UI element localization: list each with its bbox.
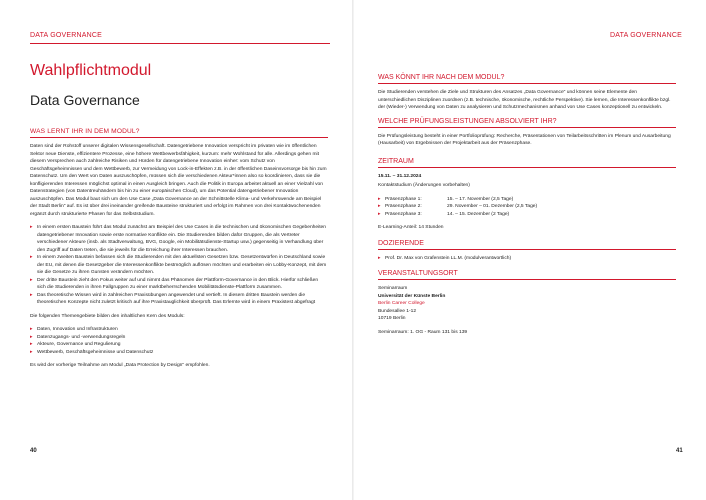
list-item-text: In einem ersten Baustein führt das Modul zunächst am Beispiel des Use Cases in die technischen und ökonomischen Gegebenheiten datengetriebener Innovation sowie erste normative Konflikte ein. Die Studierenden bilden dafür Gruppen, die als Vertreter verschiedener Akteure (insb. als Stadtverwaltung, BVG, Google, ein Mobilitätsdienste-Startup usw.) gegenseitig in Verhandlung über den Zugriff auf Daten treten, die sie jeweils für die Erreichung ihrer Interessen brauchen.: [37, 225, 326, 253]
list-item-text: Das theoretische Wissen wird in zahlreichen Praxisübungen angewendet und vertieft. In diesem dritten Baustein werden die theoretischen Konzepte nicht zuletzt kritisch auf ihre Praxistauglichkeit überprüft. Das Erlernte wird in einem Praxistest abgefragt: [37, 292, 316, 305]
ort-block: [378, 285, 676, 336]
triangle-bullet-icon: ▸: [30, 341, 33, 347]
section-rule: [378, 83, 676, 84]
list-item: [378, 211, 676, 219]
phase-label: Präsenzphase 2:: [385, 204, 422, 209]
themen-intro: [30, 313, 328, 321]
themen-list: [30, 326, 328, 356]
dozent-name: Prof. Dr. Max von Grafenstein LL.M. (modulverantwortlich): [385, 255, 512, 261]
list-item: [30, 326, 328, 334]
section-rule: [30, 137, 328, 138]
ort-street: Bundesallee 1-12: [378, 308, 417, 314]
section-head-dozierende: DOZIERENDE: [378, 239, 424, 247]
list-item: [30, 254, 328, 277]
empfehlung-text: Es wird der vorherige Teilnahme am Modul „Data Protection by Design" empfohlen.: [30, 363, 210, 368]
section-rule: [378, 167, 676, 168]
triangle-bullet-icon: ▸: [378, 210, 381, 217]
left-content: [30, 128, 328, 376]
list-item-text: Wettbewerb, Geschäftsgeheimnisse und Datenschutz: [37, 349, 154, 355]
elearning: [378, 224, 676, 232]
list-item-text: In einem zweiten Baustein befassen sich die Studierenden mit den aktuellsten Gesetzen bzw. Gesetzentwürfen in Deutschland sowie der EU, mit denen die Gesetzgeber die Interessenkonflikte bestmöglich auflösen möchten und erarbeiten ein Lobby-Konzept, mit dem sie die Gesetze zu ihren Gunsten verändern möchten.: [37, 255, 327, 275]
running-rule-left: [30, 43, 330, 44]
phase-label: Präsenzphase 3:: [385, 211, 422, 217]
elearning-text: E-Learning-Anteil: 14 Stunden: [378, 225, 444, 230]
phase-value: 29. November – 01. Dezember (2,5 Tage): [447, 204, 538, 209]
triangle-bullet-icon: ▸: [378, 254, 381, 261]
triangle-bullet-icon: ▸: [30, 254, 33, 260]
koennt-paragraph: Die Studierenden verstehen die Ziele und Strukturen des Ansatzes „Data Governance" und können seine Elemente den unterschiedlichen Disziplinen zuordnen (z.B. technische, ökonomische, rechtliche Perspektive). Sie lernen, die Interessenkonflikte bzgl. der (Wieder-) Verwendung von Daten zu analysieren und Schutzmechanismen anhand von Use Cases konzeptionell zu entwickeln.: [378, 90, 671, 110]
triangle-bullet-icon: ▸: [30, 333, 33, 340]
right-content: [378, 72, 676, 336]
intro-paragraph: Daten sind der Rohstoff unserer digitalen Wissensgesellschaft. Datengetriebene Innovation verspricht im privaten wie im öffentlichen Sektor neue Dienste, effizientere Prozesse, eine höhere Wettbewerbsfähigkeit, kurzum: mehr Wohlstand für alle. Allerdings gehen mit diesem Versprechen auch zahlreiche Risiken und Hürden für datengetriebene Innovation einher: vom Schutz von Geschäftsgeheimnissen und dem Wettbewerb, zur Vermeidung von Lock-in-Effekten z.B. in der öffentlichen Daseinsvorsorge bis hin zum Datenschutz. Um den Wert von Daten auszuschöpfen, müssen sich die verschiedenen Akteur*innen also so koordinieren, dass sie die konfligierenden Interessen möglichst optimal in einen Ausgleich bringen. Auch die Politik in Europa arbeitet aktuell an einer Vielzahl von Datenstrategien (von Datentreuhändern bis hin zu einer europäischen Cloud), um das Potential datengetriebener Innovation auszuschöpfen. Das Modul baut sich um den Use Case „Data Governance an der Schnittstelle Klima- und Verkehrswende am Beispiel der Stadt Berlin" auf. Es ist über drei ineinander greifende Bausteine strukturiert und erfolgt im Rahmen von drei Kontaktwochenenden ergänzt durch strukturierte Phasen für das Selbststudium.: [30, 144, 327, 217]
triangle-bullet-icon: ▸: [30, 326, 33, 332]
ort-college: Berlin Career College: [378, 301, 425, 306]
list-item: [378, 255, 676, 263]
phase-label: Präsenzphase 1:: [385, 196, 422, 202]
section-rule: [378, 127, 676, 128]
page-number-left: 40: [30, 448, 37, 454]
list-item: [30, 277, 328, 292]
pruefung-text: [378, 133, 676, 148]
ort-label: Seminarraum: [378, 286, 408, 291]
section-head-pruefung: WELCHE PRÜFUNGSLEISTUNGEN ABSOLVIERT IHR?: [378, 117, 557, 125]
dozierende-list: [378, 255, 676, 263]
ort-city: 10719 Berlin: [378, 316, 406, 321]
section-rule: [378, 279, 676, 280]
zeitraum-dates: 15.11. – 31.12.2024: [378, 173, 422, 179]
list-item: [378, 203, 676, 211]
intro-text: [30, 143, 328, 218]
bausteine-list: [30, 224, 328, 307]
section-head-ort: VERANSTALTUNGSORT: [378, 270, 458, 277]
empfehlung: [30, 362, 328, 370]
list-item: [30, 334, 328, 342]
section-head-zeitraum: ZEITRAUM: [378, 157, 414, 165]
running-head-left: DATA GOVERNANCE: [30, 32, 102, 39]
list-item-text: Daten, Innovation und Infrastrukturen: [37, 327, 118, 332]
list-item-text: Datenzugangs- und -verwendungsregeln: [37, 334, 126, 340]
module-type-title: Wahlpflichtmodul: [30, 62, 152, 79]
section-head-koennt: WAS KÖNNT IHR NACH DEM MODUL?: [378, 74, 505, 81]
koennt-text: [378, 89, 676, 112]
triangle-bullet-icon: ▸: [378, 203, 381, 209]
pruefung-paragraph: Die Prüfungsleistung besteht in einer Portfolioprüfung: Recherche, Präsentationen von Teilarbeitsschritten im Plenum und Ausarbeitung (Hausarbeit) von Ergebnissen der Projektarbeit aus der Präsenzphase.: [378, 133, 671, 146]
list-item: [30, 341, 328, 349]
triangle-bullet-icon: ▸: [30, 276, 33, 283]
themen-intro-text: Die folgenden Themengebiete bilden den inhaltlichen Kern des Moduls:: [30, 313, 185, 319]
zeitraum-block: [378, 173, 676, 190]
triangle-bullet-icon: ▸: [30, 348, 33, 355]
triangle-bullet-icon: ▸: [30, 291, 33, 298]
triangle-bullet-icon: ▸: [378, 195, 381, 202]
module-title: Data Governance: [30, 92, 140, 108]
list-item-text: Akteure, Governance und Regulierung: [37, 342, 121, 347]
running-head-right: DATA GOVERNANCE: [610, 32, 682, 39]
section-rule: [378, 249, 676, 250]
list-item: [378, 196, 676, 204]
list-item: [30, 292, 328, 307]
book-gutter: [352, 0, 354, 500]
list-item: [30, 349, 328, 357]
ort-university: Universität der Künste Berlin: [378, 293, 446, 299]
phase-value: 14. – 15. Dezember (2 Tage): [447, 211, 510, 217]
page-number-right: 41: [676, 448, 683, 454]
triangle-bullet-icon: ▸: [30, 224, 33, 230]
list-item: [30, 224, 328, 254]
ort-room: Seminarraum: 1. OG - Raum 131 bis 139: [378, 329, 468, 335]
list-item-text: Der dritte Baustein zieht den Fokus weiter auf und nimmt das Phänomen der Plattform-Governance in den Blick. Hierfür schließen sich die Studierenden in ihren Fallgruppen zu einer marktbeherrschenden Mobilitätsdienste-Plattform zusammen.: [37, 277, 319, 290]
phase-value: 15. – 17. November (2,5 Tage): [447, 196, 514, 202]
phasen-list: [378, 196, 676, 219]
section-head-lernt: WAS LERNT IHR IN DEM MODUL?: [30, 128, 140, 135]
zeitraum-note: Kontaktstudium (Änderungen vorbehalten): [378, 183, 470, 188]
